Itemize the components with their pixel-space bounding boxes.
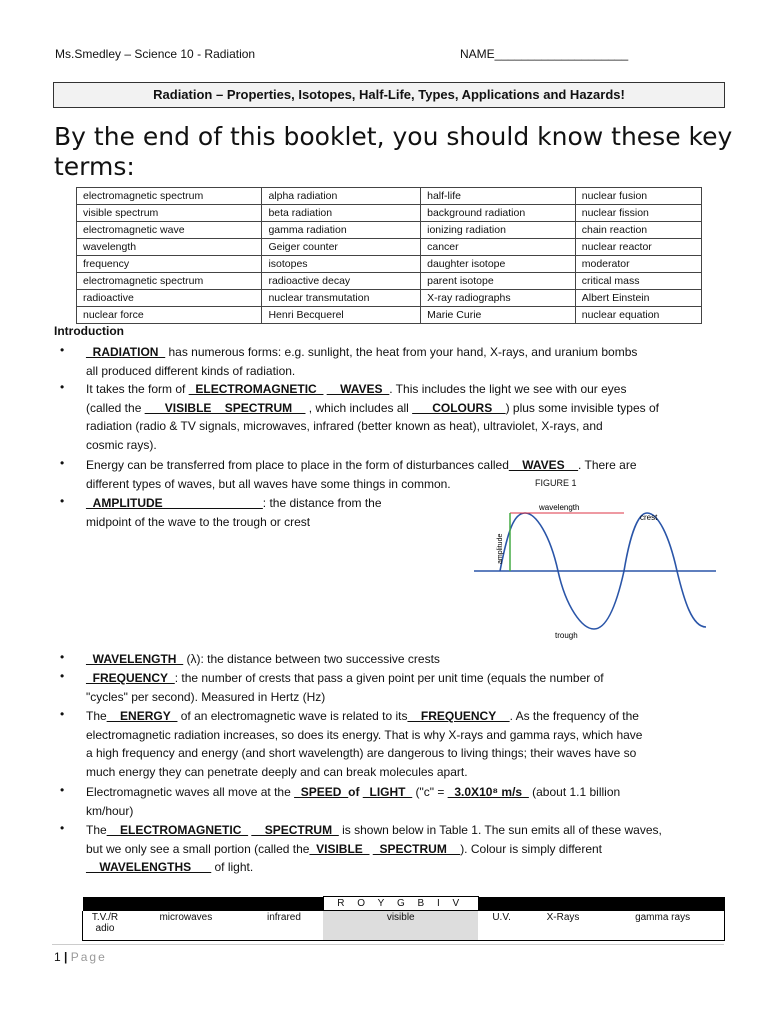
bullet-icon: • [60, 456, 65, 470]
key-term-cell: radioactive decay [262, 273, 421, 290]
spectrum-cell: microwaves [127, 911, 245, 941]
bullet-text: . There are [578, 458, 637, 472]
spectrum-cell: U.V. [478, 911, 525, 941]
name-field-label: NAME____________________ [460, 47, 629, 61]
answer-blank: _LIGHT_ [362, 785, 413, 799]
spectrum-table [82, 896, 725, 941]
spectrum-cell: gamma rays [601, 911, 724, 941]
key-term-cell: daughter isotope [421, 256, 576, 273]
bullet-text: , which includes all [308, 400, 409, 415]
bullet-speed [86, 783, 722, 820]
section-title: Introduction [54, 324, 124, 338]
bullet-text: ("c" = [415, 785, 445, 799]
bullet-text: km/hour) [86, 803, 134, 818]
key-terms-table [76, 187, 702, 324]
bullet-icon: • [60, 494, 65, 508]
answer-blank: __WAVES_ [326, 382, 390, 396]
answer-blank: __WAVELENGTHS___ [86, 860, 212, 874]
bullet-text: The [86, 709, 107, 723]
spectrum-band-dark [478, 897, 724, 911]
key-term-cell: nuclear transmutation [262, 290, 421, 307]
bullet-frequency [86, 669, 722, 706]
bullet-text: a high frequency and energy (and short wavelength) are dangerous to living things; their waves have so [86, 746, 637, 760]
bullet-icon: • [60, 783, 65, 797]
key-term-cell: visible spectrum [77, 205, 262, 222]
bullet-icon: • [60, 380, 65, 394]
bullet-text: . This includes the light we see with our eyes [389, 382, 627, 396]
trough-label: trough [555, 631, 578, 640]
spectrum-cell: T.V./R adio [83, 911, 128, 941]
page-number: 1 [54, 950, 61, 964]
key-term-cell: moderator [575, 256, 701, 273]
answer-blank: __ELECTROMAGNETIC_ [106, 823, 249, 837]
footer-divider [52, 944, 724, 945]
key-term-cell: half-life [421, 188, 576, 205]
key-terms-row [77, 273, 702, 290]
key-term-cell: chain reaction [575, 222, 701, 239]
bullet-text: : the number of crests that pass a given point per unit time (equals the number of [174, 671, 604, 685]
key-term-cell: electromagnetic spectrum [77, 273, 262, 290]
bullet-icon: • [60, 821, 65, 835]
key-terms-heading: By the end of this booklet, you should know these key terms: [54, 122, 733, 181]
key-term-cell: Henri Becquerel [262, 307, 421, 324]
bullet-em-wave [86, 380, 722, 454]
bullet-text: It takes the form of [86, 382, 186, 396]
key-term-cell: wavelength [77, 239, 262, 256]
key-term-cell: parent isotope [421, 273, 576, 290]
bullet-text: (λ): the distance between two successive crests [186, 652, 440, 666]
key-term-cell: cancer [421, 239, 576, 256]
bullet-energy-waves [86, 456, 722, 493]
key-term-cell: Albert Einstein [575, 290, 701, 307]
key-term-cell: nuclear equation [575, 307, 701, 324]
key-term-cell: gamma radiation [262, 222, 421, 239]
bullet-amplitude [86, 494, 426, 531]
bullet-text: all produced different kinds of radiation. [86, 363, 296, 378]
bullet-text: : the distance from the [262, 496, 382, 510]
key-term-cell: radioactive [77, 290, 262, 307]
key-term-cell: nuclear fusion [575, 188, 701, 205]
key-term-cell: frequency [77, 256, 262, 273]
bullet-text: (about 1.1 billion [532, 785, 621, 799]
bullet-text: of light. [214, 860, 254, 874]
bullet-text: (called the [86, 400, 142, 415]
key-terms-row [77, 222, 702, 239]
bullet-text: cosmic rays). [86, 437, 157, 452]
bullet-text: has numerous forms: e.g. sunlight, the heat from your hand, X-rays, and uranium bombs [168, 345, 638, 359]
spectrum-cell-visible: visible [323, 911, 478, 941]
answer-blank: _ELECTROMAGNETIC_ [188, 382, 324, 396]
figure-label: FIGURE 1 [535, 478, 577, 488]
bullet-text: different types of waves, but all waves have some things in common. [86, 476, 451, 491]
answer-blank: _FREQUENCY_ [86, 671, 175, 685]
answer-blank: _WAVELENGTH_ [86, 652, 184, 666]
amplitude-label: amplitude [497, 533, 504, 564]
roygbiv-label: R O Y G B I V [323, 897, 478, 911]
key-terms-row [77, 205, 702, 222]
bullet-text: ). Colour is simply different [460, 841, 603, 856]
key-terms-row [77, 307, 702, 324]
bullet-text: of [348, 785, 360, 799]
answer-blank: _VISIBLE_ [309, 841, 370, 856]
course-header: Ms.Smedley – Science 10 - Radiation [55, 47, 256, 61]
bullet-icon: • [60, 669, 65, 683]
bullet-text: ) plus some invisible types of [505, 400, 659, 415]
wavelength-label: wavelength [539, 503, 580, 512]
bullet-text: . As the frequency of the [509, 709, 639, 723]
bullet-text: of an electromagnetic wave is related to its [180, 709, 408, 723]
bullet-icon: • [60, 650, 65, 664]
bullet-radiation [86, 343, 722, 380]
bullet-text: is shown below in Table 1. The sun emits all of these waves, [342, 823, 662, 837]
answer-blank: _AMPLITUDE_______________ [86, 496, 263, 510]
bullet-energy [86, 707, 722, 781]
footer-separator: | [64, 950, 68, 964]
key-term-cell: background radiation [421, 205, 576, 222]
key-term-cell: electromagnetic spectrum [77, 188, 262, 205]
answer-blank: __FREQUENCY__ [407, 709, 510, 723]
key-term-cell: critical mass [575, 273, 701, 290]
key-term-cell: ionizing radiation [421, 222, 576, 239]
answer-blank: _RADIATION_ [86, 345, 166, 359]
key-terms-row [77, 256, 702, 273]
answer-blank: ___COLOURS__ [412, 400, 506, 415]
booklet-title: Radiation – Properties, Isotopes, Half-Life, Types, Applications and Hazards! [53, 82, 725, 108]
crest-label: crest [640, 513, 658, 522]
bullet-text: much energy they can penetrate deeply and can break molecules apart. [86, 764, 468, 779]
answer-blank: _3.0X10⁸ m/s_ [447, 785, 529, 799]
bullet-spectrum [86, 821, 722, 877]
bullet-icon: • [60, 707, 65, 721]
bullet-text: radiation (radio & TV signals, microwaves, infrared (better known as heat), ultraviolet, X-rays, and [86, 419, 603, 433]
key-term-cell: Marie Curie [421, 307, 576, 324]
key-terms-row [77, 239, 702, 256]
key-term-cell: beta radiation [262, 205, 421, 222]
key-terms-row [77, 188, 702, 205]
bullet-text: The [86, 823, 107, 837]
key-term-cell: nuclear reactor [575, 239, 701, 256]
bullet-icon: • [60, 343, 65, 357]
key-term-cell: electromagnetic wave [77, 222, 262, 239]
answer-blank: __SPECTRUM_ [251, 823, 339, 837]
key-term-cell: alpha radiation [262, 188, 421, 205]
answer-blank: _SPEED_ [294, 785, 349, 799]
key-term-cell: nuclear fission [575, 205, 701, 222]
page-footer [54, 950, 107, 964]
key-term-cell: nuclear force [77, 307, 262, 324]
key-term-cell: X-ray radiographs [421, 290, 576, 307]
bullet-text: but we only see a small portion (called the [86, 841, 310, 856]
spectrum-cell: X-Rays [525, 911, 601, 941]
key-term-cell: isotopes [262, 256, 421, 273]
bullet-wavelength [86, 650, 722, 669]
bullet-text: Electromagnetic waves all move at the [86, 785, 291, 799]
spectrum-band-dark [83, 897, 324, 911]
spectrum-cell: infrared [245, 911, 324, 941]
bullet-text: midpoint of the wave to the trough or crest [86, 514, 311, 529]
answer-blank: __ENERGY_ [106, 709, 178, 723]
answer-blank: ___VISIBLE__SPECTRUM__ [144, 400, 306, 415]
bullet-text: electromagnetic radiation increases, so does its energy. That is why X-rays and gamma rays, which have [86, 727, 643, 742]
key-term-cell: Geiger counter [262, 239, 421, 256]
key-terms-row [77, 290, 702, 307]
bullet-text: Energy can be transferred from place to place in the form of disturbances called [86, 458, 509, 472]
wave-diagram [474, 500, 720, 642]
page-label: Page [70, 950, 107, 964]
answer-blank: __WAVES__ [508, 458, 579, 472]
bullet-text: "cycles" per second). Measured in Hertz (Hz) [86, 689, 326, 704]
answer-blank: _SPECTRUM__ [372, 841, 461, 856]
